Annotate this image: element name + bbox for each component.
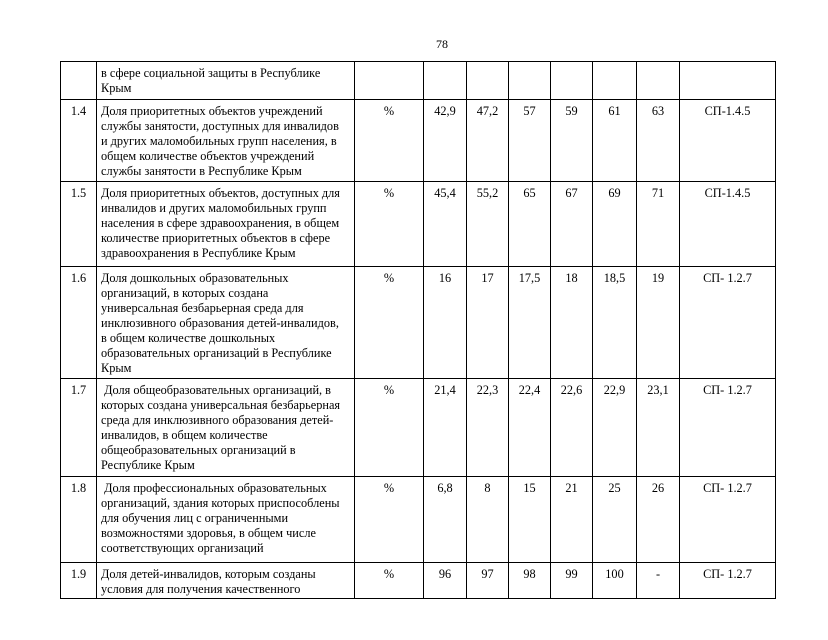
unit-cell: % — [355, 477, 424, 563]
description-line: в общем количестве дошкольных — [101, 331, 276, 345]
unit-cell: % — [355, 267, 424, 379]
page-number: 78 — [436, 37, 448, 51]
row-number-cell: 1.6 — [61, 267, 97, 379]
description-line: общем количестве объектов учреждений — [101, 149, 315, 163]
description-line: населения в сфере здравоохранения, в общем — [101, 216, 340, 230]
description-line: условия для получения качественного — [101, 582, 301, 596]
value-cell: 22,9 — [593, 379, 637, 477]
value-cell: 65 — [509, 182, 551, 267]
value-cell — [593, 62, 637, 100]
value-cell: 69 — [593, 182, 637, 267]
description-line: образовательных организаций в Республике — [101, 346, 332, 360]
value-cell: 15 — [509, 477, 551, 563]
value-cell: 97 — [467, 563, 509, 599]
description-line: универсальная безбарьерная среда для — [101, 301, 304, 315]
description-line: среда для инклюзивного образования детей- — [101, 413, 334, 427]
unit-cell — [355, 62, 424, 100]
value-cell: 25 — [593, 477, 637, 563]
reference-cell: СП- 1.2.7 — [680, 267, 776, 379]
row-number-cell: 1.7 — [61, 379, 97, 477]
description-cell — [97, 100, 355, 182]
description-line: службы занятости в Республике Крым — [101, 164, 302, 178]
value-cell: 21 — [551, 477, 593, 563]
value-cell: 57 — [509, 100, 551, 182]
table-body — [61, 62, 776, 599]
description-cell — [97, 62, 355, 100]
reference-cell — [680, 62, 776, 100]
description-cell — [97, 379, 355, 477]
value-cell: 19 — [637, 267, 680, 379]
row-number-cell: 1.5 — [61, 182, 97, 267]
description-cell — [97, 182, 355, 267]
unit-cell: % — [355, 100, 424, 182]
description-line: количестве приоритетных объектов в сфере — [101, 231, 331, 245]
row-number-cell: 1.8 — [61, 477, 97, 563]
value-cell: 59 — [551, 100, 593, 182]
value-cell: 22,3 — [467, 379, 509, 477]
description-line: в сфере социальной защиты в Республике — [101, 66, 321, 80]
row-number-cell: 1.9 — [61, 563, 97, 599]
description-line: возможностями здоровья, в общем числе — [101, 526, 316, 540]
value-cell: 22,6 — [551, 379, 593, 477]
value-cell: 96 — [424, 563, 467, 599]
reference-cell: СП- 1.2.7 — [680, 379, 776, 477]
description-cell — [97, 477, 355, 563]
table-row — [61, 267, 776, 379]
table-row — [61, 62, 776, 100]
description-line: здравоохранения в Республике Крым — [101, 246, 296, 260]
unit-cell: % — [355, 563, 424, 599]
description-line: инклюзивного образования детей-инвалидов, — [101, 316, 339, 330]
value-cell: 8 — [467, 477, 509, 563]
description-line: для обучения лиц с ограниченными — [101, 511, 289, 525]
description-line: Доля приоритетных объектов учреждений — [101, 104, 323, 118]
reference-cell: СП-1.4.5 — [680, 100, 776, 182]
description-line: общеобразовательных организаций в — [101, 443, 296, 457]
description-line: Крым — [101, 361, 132, 375]
value-cell: 16 — [424, 267, 467, 379]
table-row — [61, 563, 776, 599]
reference-cell: СП- 1.2.7 — [680, 563, 776, 599]
value-cell: 23,1 — [637, 379, 680, 477]
reference-cell: СП-1.4.5 — [680, 182, 776, 267]
description-line: инвалидов и других маломобильных групп — [101, 201, 327, 215]
value-cell: 18 — [551, 267, 593, 379]
value-cell: 18,5 — [593, 267, 637, 379]
value-cell: 45,4 — [424, 182, 467, 267]
description-line: Доля общеобразовательных организаций, в — [101, 383, 331, 397]
value-cell: 99 — [551, 563, 593, 599]
value-cell — [551, 62, 593, 100]
value-cell: 100 — [593, 563, 637, 599]
description-line: Крым — [101, 81, 132, 95]
description-line: организаций, здания которых приспособлены — [101, 496, 340, 510]
description-line: соответствующих организаций — [101, 541, 264, 555]
value-cell — [467, 62, 509, 100]
description-cell — [97, 267, 355, 379]
description-line: Доля профессиональных образовательных — [101, 481, 327, 495]
value-cell: 17 — [467, 267, 509, 379]
value-cell: 71 — [637, 182, 680, 267]
description-line: Доля приоритетных объектов, доступных для — [101, 186, 340, 200]
value-cell: 67 — [551, 182, 593, 267]
description-line: организаций, в которых создана — [101, 286, 269, 300]
description-line: которых создана универсальная безбарьерная — [101, 398, 341, 412]
table-row — [61, 477, 776, 563]
unit-cell: % — [355, 182, 424, 267]
value-cell: 22,4 — [509, 379, 551, 477]
description-line: Доля детей-инвалидов, которым созданы — [101, 567, 316, 581]
table-row — [61, 182, 776, 267]
description-line: инвалидов, в общем количестве — [101, 428, 268, 442]
description-cell — [97, 563, 355, 599]
value-cell: 47,2 — [467, 100, 509, 182]
value-cell: 17,5 — [509, 267, 551, 379]
value-cell — [509, 62, 551, 100]
value-cell — [637, 62, 680, 100]
value-cell: 61 — [593, 100, 637, 182]
reference-cell: СП- 1.2.7 — [680, 477, 776, 563]
value-cell: 55,2 — [467, 182, 509, 267]
value-cell: 21,4 — [424, 379, 467, 477]
value-cell: 98 — [509, 563, 551, 599]
unit-cell: % — [355, 379, 424, 477]
value-cell: - — [637, 563, 680, 599]
value-cell — [424, 62, 467, 100]
value-cell: 6,8 — [424, 477, 467, 563]
value-cell: 63 — [637, 100, 680, 182]
row-number-cell: 1.4 — [61, 100, 97, 182]
description-line: и других маломобильных групп населения, в — [101, 134, 337, 148]
indicators-table — [60, 61, 776, 599]
description-line: службы занятости, доступных для инвалидов — [101, 119, 339, 133]
table-row — [61, 100, 776, 182]
row-number-cell — [61, 62, 97, 100]
description-line: Доля дошкольных образовательных — [101, 271, 289, 285]
description-line: Республике Крым — [101, 458, 195, 472]
value-cell: 42,9 — [424, 100, 467, 182]
table-row — [61, 379, 776, 477]
value-cell: 26 — [637, 477, 680, 563]
